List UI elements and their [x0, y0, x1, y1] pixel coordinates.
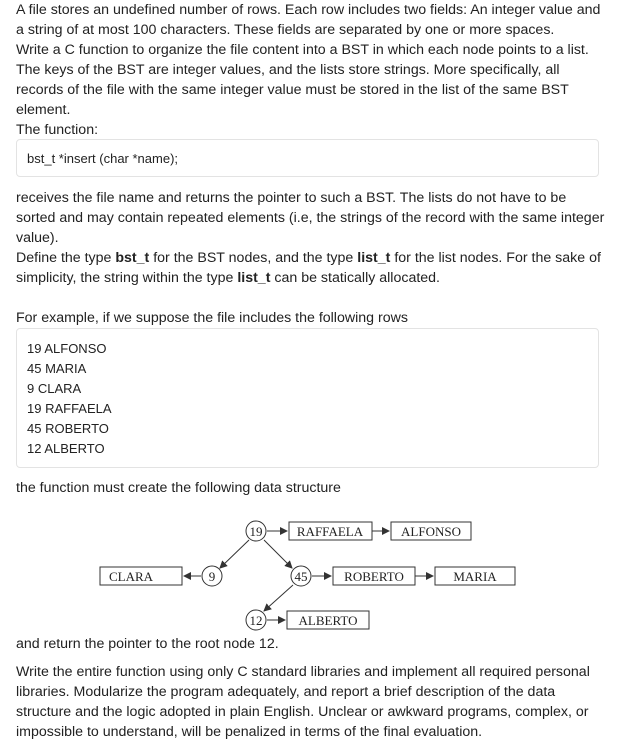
intro-line-7: The function: [16, 122, 99, 138]
node-45-label: 45 [294, 569, 308, 584]
desc-line-4 [16, 248, 621, 268]
final-paragraph [16, 662, 621, 742]
node-9-label: 9 [208, 569, 216, 584]
desc-line-4-a: Define the type [16, 250, 116, 266]
description-paragraph [16, 188, 621, 288]
desc-line-3: value). [16, 230, 59, 246]
intro-line-4: The keys of the BST are integer values, and the lists store strings. More specifically, all [16, 62, 560, 78]
bst-diagram [96, 515, 521, 635]
desc-line-4-b: for the BST nodes, and the type [149, 250, 358, 266]
list-type-name-2: list_t [237, 270, 271, 286]
example-row: 45 ROBERTO [27, 421, 109, 436]
intro-line-5: records of the file with the same integer value must be stored in the list of the same BST [16, 82, 569, 98]
structure-intro: the function must create the following data structure [16, 480, 341, 496]
desc-line-5-b: can be statically allocated. [270, 270, 440, 286]
list-type-name: list_t [357, 250, 391, 266]
example-row: 19 ALFONSO [27, 341, 107, 356]
function-signature: bst_t *insert (char *name); [27, 151, 179, 166]
node-19-label: 19 [249, 524, 263, 539]
list-item-clara: CLARA [108, 569, 154, 584]
list-item-raffaela: RAFFAELA [296, 524, 364, 539]
desc-line-5 [16, 268, 621, 288]
desc-line-2: sorted and may contain repeated elements (i.e, the strings of the record with the same integer [16, 210, 605, 226]
final-line-3: structure and the logic adopted in plain English. Unclear or awkward programs, complex, or [16, 704, 589, 720]
desc-line-4-c: for the list nodes. For the sake of [390, 250, 601, 266]
intro-line-1: A file stores an undefined number of rows. Each row includes two fields: An integer value and [16, 2, 601, 18]
intro-line-3: Write a C function to organize the file content into a BST in which each node points to a list. [16, 42, 589, 58]
example-row: 45 MARIA [27, 361, 87, 376]
example-row: 9 CLARA [27, 381, 82, 396]
intro-line-2: a string of at most 100 characters. These fields are separated by one or more spaces. [16, 22, 555, 38]
list-item-maria: MARIA [453, 569, 497, 584]
example-rows-box [16, 328, 599, 468]
bst-type-name: bst_t [115, 250, 150, 266]
intro-line-6: element. [16, 102, 71, 118]
example-row: 19 RAFFAELA [27, 401, 112, 416]
list-item-alfonso: ALFONSO [401, 524, 461, 539]
example-intro: For example, if we suppose the file includes the following rows [16, 310, 408, 326]
example-row: 12 ALBERTO [27, 441, 105, 456]
signature-code-box [16, 139, 599, 177]
intro-paragraph [16, 0, 621, 140]
return-text: and return the pointer to the root node 12. [16, 636, 279, 652]
node-12-label: 12 [249, 613, 263, 628]
final-line-2: libraries. Modularize the program adequately, and report a brief description of the data [16, 684, 556, 700]
list-item-roberto: ROBERTO [344, 569, 404, 584]
list-item-alberto: ALBERTO [298, 613, 358, 628]
final-line-1: Write the entire function using only C standard libraries and implement all required personal [16, 664, 590, 680]
desc-line-5-a: simplicity, the string within the type [16, 270, 238, 286]
final-line-4: impossible to understand, will be penalized in terms of the final evaluation. [16, 724, 483, 740]
desc-line-1: receives the file name and returns the pointer to such a BST. The lists do not have to be [16, 190, 567, 206]
